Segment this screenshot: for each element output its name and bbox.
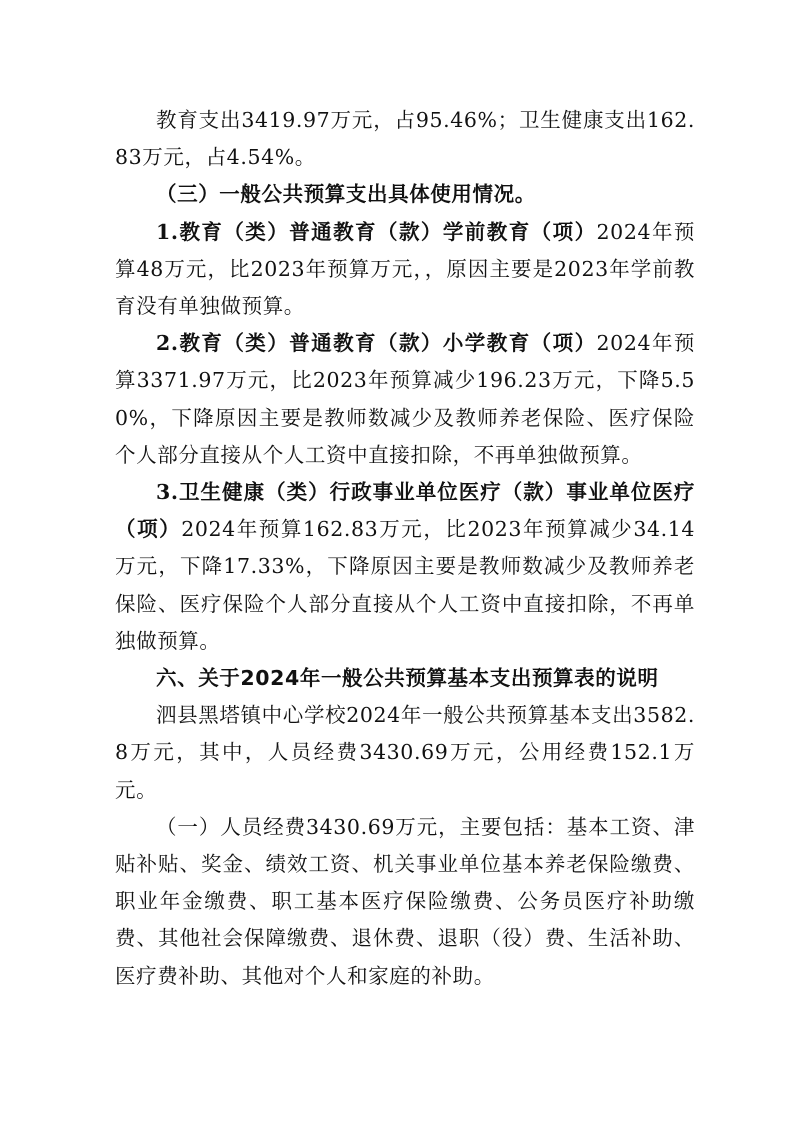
item-3-body: 2024年预算162.83万元，比2023年预算减少34.14万元，下降17.33%，下降原因主要是教师数减少及教师养老保险、医疗保险个人部分直接从个人工资中直接扣除，不再单独做预算。 xyxy=(115,517,696,653)
paragraph-personnel-expenditure: （一）人员经费3430.69万元，主要包括：基本工资、津贴补贴、奖金、绩效工资、机关事业单位基本养老保险缴费、职业年金缴费、职工基本医疗保险缴费、公务员医疗补助缴费、其他社会保障缴费、退休费、退职（役）费、生活补助、医疗费补助、其他对个人和家庭的补助。 xyxy=(115,814,695,988)
paragraph-expenditure-summary: 教育支出3419.97万元，占95.46%；卫生健康支出162.83万元，占4.54%。 xyxy=(115,108,695,170)
paragraph-item-2 xyxy=(115,325,695,474)
item-1-heading: 1.教育（类）普通教育（款）学前教育（项） xyxy=(156,219,597,244)
heading-section-6: 六、关于2024年一般公共预算基本支出预算表的说明 xyxy=(156,666,659,691)
item-2-heading: 2.教育（类）普通教育（款）小学教育（项） xyxy=(156,331,597,356)
paragraph-item-3 xyxy=(115,474,695,660)
item-1-body: 2024年预算48万元，比2023年预算万元，，原因主要是2023年学前教育没有单独做预算。 xyxy=(115,219,696,319)
paragraph-basic-expenditure: 泗县黑塔镇中心学校2024年一般公共预算基本支出3582.8万元，其中，人员经费3430.69万元，公用经费152.1万元。 xyxy=(115,703,695,802)
document-page xyxy=(115,102,695,995)
item-2-body: 2024年预算3371.97万元，比2023年预算减少196.23万元，下降5.50%，下降原因主要是教师数减少及教师养老保险、医疗保险个人部分直接从个人工资中直接扣除，不再单独做预算。 xyxy=(115,331,696,467)
heading-section-3: （三）一般公共预算支出具体使用情况。 xyxy=(156,182,536,207)
item-3-heading: 3.卫生健康（类）行政事业单位医疗（款）事业单位医疗（项） xyxy=(115,480,695,542)
paragraph-item-1 xyxy=(115,214,695,326)
